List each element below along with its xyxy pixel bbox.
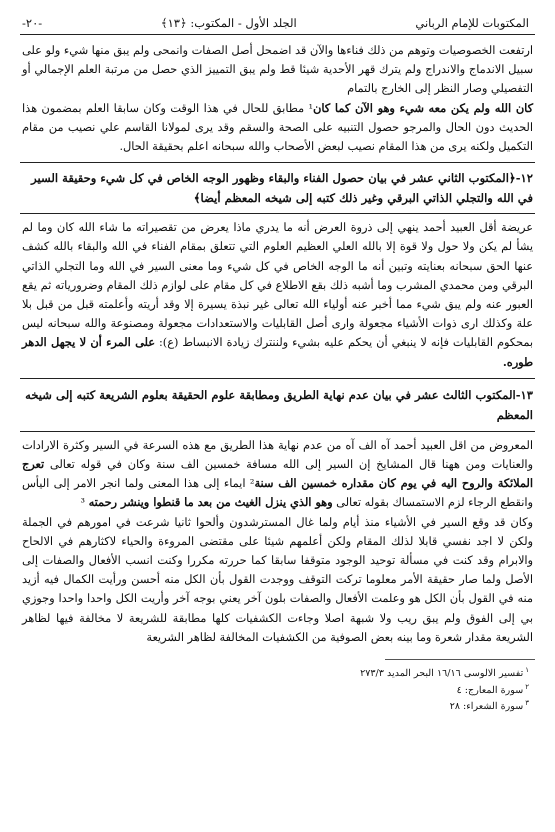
header-rule [20, 34, 535, 35]
section-12-text: عريضة أقل العبيد أحمد ينهي إلى ذروة العرض أنه ما يدري ماذا يعرض من تقصيراته ما شاء الله كان وما لم يشأ لم يكن ولا حول ولا قوة إلا بالله العلي العظيم العلوم التي تتعلق بمقام الفناء في الله والبقاء بالله كشف عنها الحق سبحانه بعنايته وتبين أنه ما الوجه الخاص في كل شيء وما معنى السير في الله وما التجلي الذاتي البرقي ومن محمدي المشرب وما أشبه ذلك بقع الاطلاع في كل مقام على لوازم ذلك المقام وضرورياته ثم يقع العبور عنه ولم يبق شيء مما أخبر عنه أولياء الله تعالى غير نبذة يسيرة إلا وقد أريته وأعلمته قبل من قبل بلا علة وكذلك ارى ذوات الأشياء مجعولة وارى أصل القابليات والاستعدادات مجعولة ومصنوعة والله سبحانه ليس بمحكوم القابليات فإنه لا ينبغي أن يحكم عليه بشيء ولننترك زيادة الانبساط (ع): [22, 221, 533, 350]
footnote-item: $^٣$سورة الشعراء: ٢٨ [449, 699, 529, 713]
quran-verse-2: وهو الذي ينزل الغيث من بعد ما قنطوا وينشر رحمته [88, 495, 333, 510]
page-number: -٢٠- [22, 16, 43, 30]
section-13-heading: ١٣-المكتوب الثالث عشر في بيان عدم نهاية الطريق ومطابقة علوم الحقيقة بعلوم الشريعة كتبه إلى شيخه المعظم [20, 378, 535, 432]
footnote-item: $^١$تفسير الالوسى ١٦/١٦ البحر المديد ٢٧٣/٣ [360, 666, 529, 680]
footnotes [20, 664, 535, 714]
intro-paragraph-2-rest: ¹ مطابق للحال في هذا الوقت وكان سابقا العلم بمضمون هذا الحديث دون الحال والمرجو حصول التنبيه على الصحة والسقم وقد يرى لمولانا القاسم علي نصيب من مقام التكميل ولكنه يرى من هذا المقام نصيب لبعض الأصحاب والله سبحانه اعلم بحقيقة الحال. [22, 101, 533, 154]
document-page [20, 16, 535, 714]
section-13-text-b: ² ايماء إلى هذا المعنى ولما انجر الامر إلى اليأس وانقطع الرجاء لزم الاستمساك بقوله تعالى [22, 477, 533, 510]
intro-paragraph-1: ارتفعت الخصوصيات وتوهم من ذلك فناءها والآن قد اضمحل أصل الصفات وانمحى ولم يبق منها شيء ولو على سبيل الاندماج والاندراج ولم يترك قهر الأحدية شيئا قط ولم يبق التمييز الذي حصل من مرتبة العلم الإجمالي أو التفصيلي وصار النظر إلى الخارج بالتمام [22, 44, 533, 96]
quran-verse-1: تعرج الملائكة والروح اليه في يوم كان مقداره خمسين الف سنة [22, 457, 533, 491]
section-13-text-a: المعروض من اقل العبيد أحمد آه الف آه من عدم نهاية هذا الطريق مع هذه السرعة في السير وكثرة الارادات والعنايات ومن ههنا قال المشايخ إن السير إلى الله مسافة خمسين الف سنة وكان في قوله تعالى [22, 438, 534, 472]
section-12-body [20, 218, 535, 372]
section-12-heading: ١٢-﴿المكتوب الثاني عشر في بيان حصول الفناء والبقاء وظهور الوجه الخاص في كل شيء وحقيقة السير في الله والتجلي الذاتي البرقي وغير ذلك كتبه إلى شيخه المعظم أيضا﴾ [20, 162, 535, 214]
hadith-quote: كان الله ولم يكن معه شيء وهو الآن كما كان [313, 100, 533, 115]
page-header [20, 16, 535, 34]
section-13-paragraph-2: وكان قد وقع السير في الأشياء منذ أيام ولما غال المسترشدون وألحوا ثانيا شرعت في امورهم في الجملة ولكن لا اجد نفسي قابلا لذلك المقام ولكن أعلمهم شيئا على مقتضى المروءة والحياء لاكثارهم في الالحاح والابرام وقد كنت في مسألة توحيد الوجود متوقفا سابقا كما حررته مكررا وكنت انسب الأفعال والصفات إلى الأصل ولما صار حقيقة الأمر معلوما تركت التوقف ووجدت القول بأن الكل منه أحسن ورأيت الكمال فيه أزيد منه في القول بأن الكل هو وعلمت الأفعال والصفات بلون آخر يعني بوجه آخر وأريت الكل واحدا واحدا وجوزي بي إلى الفوق ولم يبق ريب ولا شبهة اصلا وجاءت الكشفيات كلها مطابقة للشريعة لا مخالفة فيها لظاهر الشريعة مقدار شعرة وما بينه بعض الصوفية من الكشفيات المخالفة لظاهر الشريعة [22, 515, 533, 644]
section-13-paragraph-1 [20, 436, 535, 513]
volume-label: الجلد الأول - المكتوب: ﴿١٣﴾ [160, 16, 297, 30]
intro-paragraph-2 [20, 99, 535, 157]
section-12-verse: على المرء أن لا يجهل الدهر طوره. [22, 335, 533, 369]
footnote-rule [385, 659, 535, 660]
footnote-item: $^٢$سورة المعارج: ٤ [456, 682, 529, 696]
section-13-text-c: ³ [80, 496, 89, 510]
book-title: المكتوبات للإمام الرباني [415, 16, 529, 30]
